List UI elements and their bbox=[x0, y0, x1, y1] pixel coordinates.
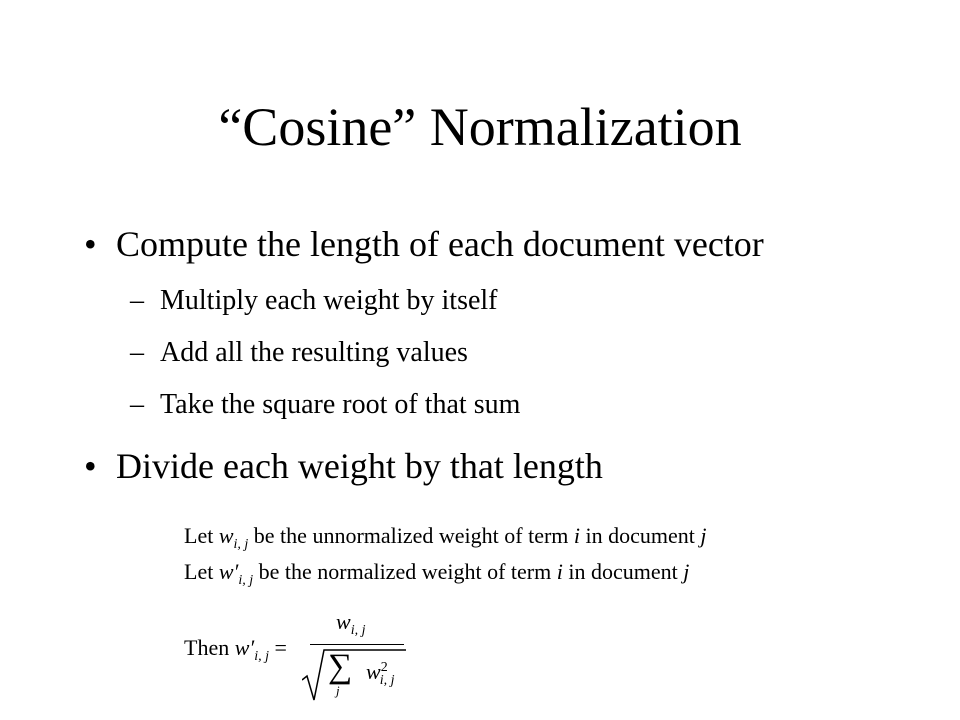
summation-sign: ∑ bbox=[328, 648, 353, 685]
fraction bbox=[302, 608, 406, 708]
dash-glyph: – bbox=[130, 389, 144, 420]
formula-var-j: j bbox=[683, 559, 690, 584]
equation-lhs bbox=[184, 634, 287, 671]
formula-subscript: i, j bbox=[379, 673, 395, 688]
formula-then: Then bbox=[184, 635, 230, 660]
sub-bullet-text: Add all the resulting values bbox=[160, 337, 468, 368]
sub-bullet-text: Multiply each weight by itself bbox=[160, 285, 498, 316]
slide-title: “Cosine” Normalization bbox=[218, 97, 742, 157]
fraction-numerator bbox=[336, 608, 365, 645]
bullet-glyph: • bbox=[84, 446, 97, 486]
fraction-bar bbox=[310, 644, 404, 645]
sub-bullet-text: Take the square root of that sum bbox=[160, 389, 521, 420]
formula-subscript: i, j bbox=[238, 573, 254, 588]
equals-sign: = bbox=[274, 635, 287, 660]
summation-index: j bbox=[336, 683, 340, 698]
formula-var-j: j bbox=[700, 523, 707, 548]
formula-let: Let bbox=[184, 523, 214, 548]
dash-glyph: – bbox=[130, 285, 144, 316]
formula-weight-symbol: w bbox=[336, 609, 351, 634]
formula-text: in document bbox=[568, 559, 678, 584]
formula-weight-symbol: w′ bbox=[218, 559, 239, 584]
formula-line-unnormalized bbox=[184, 522, 707, 559]
squared-weight bbox=[366, 654, 394, 695]
formula-subscript: i, j bbox=[233, 537, 249, 552]
bullet-text: Compute the length of each document vector bbox=[116, 224, 764, 264]
formula-subscript: i, j bbox=[350, 623, 366, 638]
formula-weight-symbol: w bbox=[218, 523, 234, 548]
formula-text: be the unnormalized weight of term bbox=[253, 523, 569, 548]
formula-superscript: 2 bbox=[380, 660, 388, 675]
formula-var-i: i bbox=[573, 523, 581, 548]
formula-let: Let bbox=[184, 559, 214, 584]
formula-equation bbox=[184, 608, 444, 708]
formula-text: in document bbox=[585, 523, 695, 548]
formula-subscript: i, j bbox=[254, 649, 269, 664]
formula-var-i: i bbox=[556, 559, 563, 584]
bullet-glyph: • bbox=[84, 224, 97, 264]
formula-line-normalized bbox=[184, 558, 689, 595]
bullet-text: Divide each weight by that length bbox=[116, 446, 603, 486]
formula-weight-symbol: w bbox=[366, 659, 381, 684]
formula-weight-symbol: w′ bbox=[234, 635, 255, 660]
formula-text: be the normalized weight of term bbox=[258, 559, 552, 584]
normalization-formula bbox=[184, 518, 844, 718]
dash-glyph: – bbox=[130, 337, 144, 368]
